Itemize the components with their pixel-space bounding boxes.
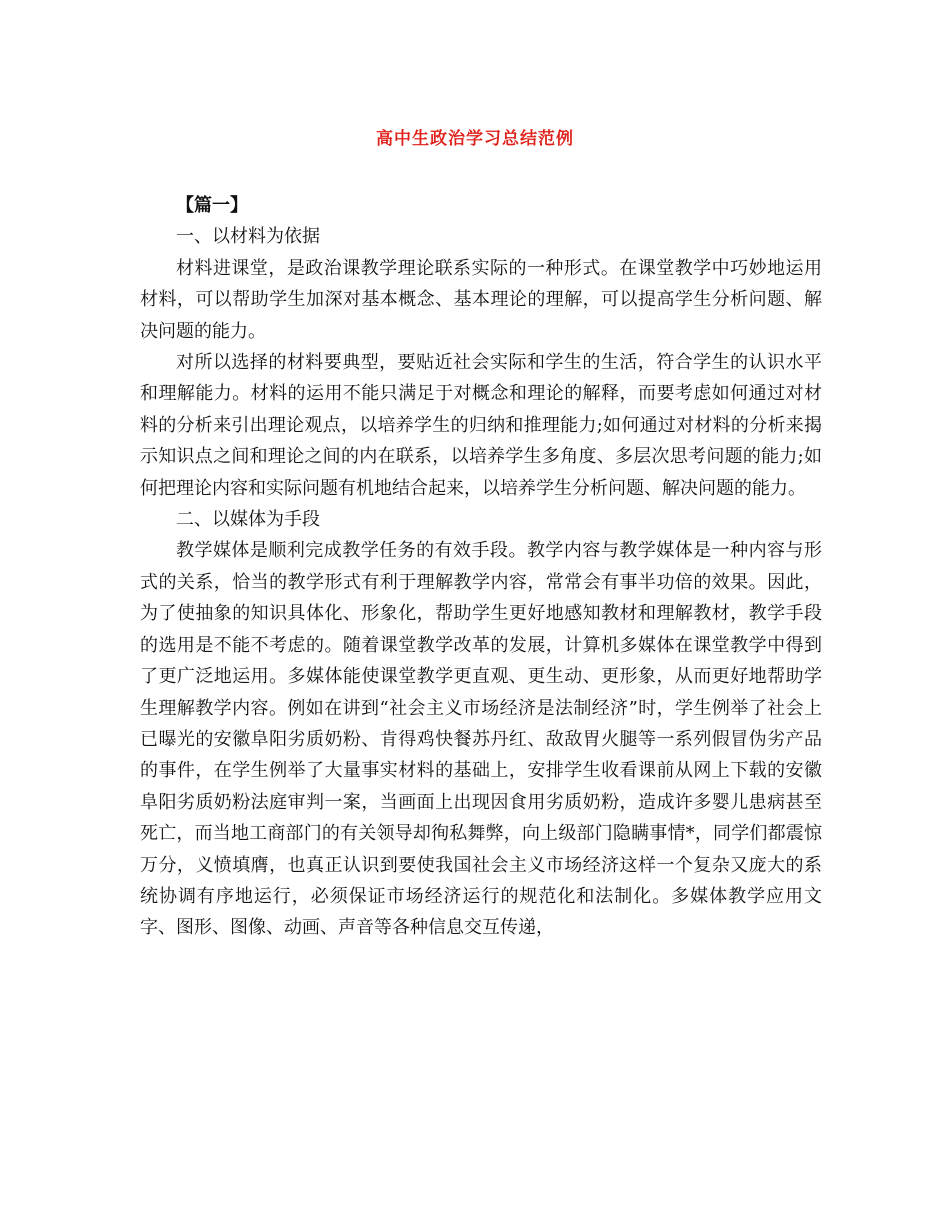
paragraph: 材料进课堂，是政治课教学理论联系实际的一种形式。在课堂教学中巧妙地运用材料，可以帮助学生加深对基本概念、基本理论的理解，可以提高学生分析问题、解决问题的能力。	[140, 257, 822, 342]
document-body	[140, 190, 822, 944]
section-heading-2: 二、以媒体为手段	[176, 509, 320, 531]
paragraph: 对所以选择的材料要典型，要贴近社会实际和学生的生活，符合学生的认识水平和理解能力。材料的运用不能只满足于对概念和理论的解释，而要考虑如何通过对材料的分析来引出理论观点，以培养学生的归纳和推理能力;如何通过对材料的分析来揭示知识点之间和理论之间的内在联系，以培养学生多角度、多层次思考问题的能力;如何把理论内容和实际问题有机地结合起来，以培养学生分析问题、解决问题的能力。	[140, 352, 822, 499]
paragraph: 教学媒体是顺利完成教学任务的有效手段。教学内容与教学媒体是一种内容与形式的关系，恰当的教学形式有利于理解教学内容，常常会有事半功倍的效果。因此，为了使抽象的知识具体化、形象化，帮助学生更好地感知教材和理解教材，教学手段的选用是不能不考虑的。随着课堂教学改革的发展，计算机多媒体在课堂教学中得到了更广泛地运用。多媒体能使课堂教学更直观、更生动、更形象，从而更好地帮助学生理解教学内容。例如在讲到“社会主义市场经济是法制经济”时，学生例举了社会上已曝光的安徽阜阳劣质奶粉、肯得鸡快餐苏丹红、敌敌胃火腿等一系列假冒伪劣产品的事件，在学生例举了大量事实材料的基础上，安排学生收看课前从网上下载的安徽阜阳劣质奶粉法庭审判一案，当画面上出现因食用劣质奶粉，造成许多婴儿患病甚至死亡，而当地工商部门的有关领导却徇私舞弊，向上级部门隐瞒事情*，同学们都震惊万分，义愤填膺，也真正认识到要使我国社会主义市场经济这样一个复杂又庞大的系统协调有序地运行，必须保证市场经济运行的规范化和法制化。多媒体教学应用文字、图形、图像、动画、声音等各种信息交互传递，	[140, 540, 822, 939]
part-label: 【篇一】	[176, 195, 248, 216]
section-heading-1: 一、以材料为依据	[176, 226, 320, 248]
document-title: 高中生政治学习总结范例	[376, 129, 574, 149]
